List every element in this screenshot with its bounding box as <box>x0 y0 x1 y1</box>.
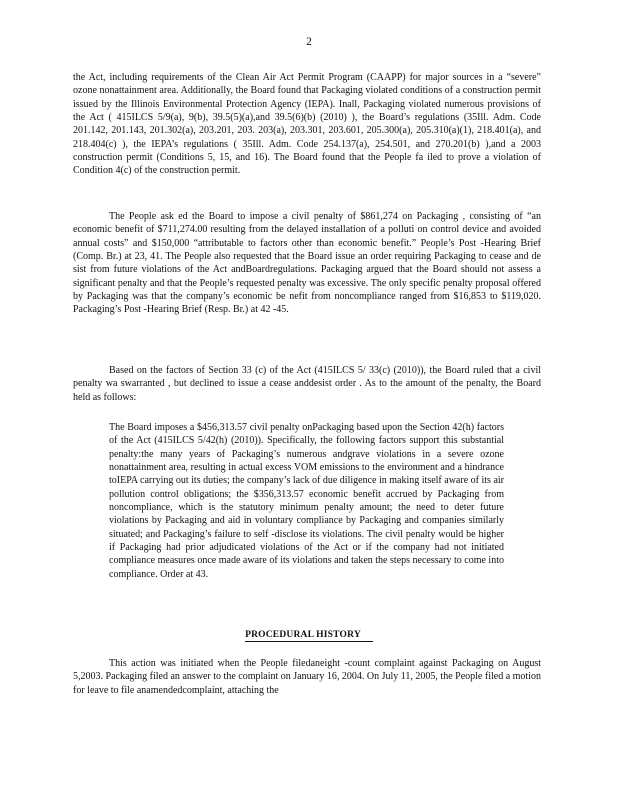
paragraph-violations-found: the Act, including requirements of the Clean Air Act Permit Program (CAAPP) for major sources in a “severe” ozone nonattainment area. Additionally, the Board found that Packaging violated conditions of a construction permit issued by the Illinois Environmental Protection Agency (IEPA). Inall, Packaging violated numerous provisions of the Act ( 415ILCS 5/9(a), 9(b), 39.5(5)(a),and 39.5(6)(b) (2010) ), the Board’s regulations (35Ill. Adm. Code 201.142, 201.143, 201.302(a), 203.201, 203. 203(a), 203.301, 203.601, 205.300(a), 205.310(a)(1), 218.401(a), and 218.404(c) ), the IEPA’s regulations ( 35Ill. Adm. Code 254.137(a), 254.501, and 270.201(b) ),and a 2003 construction permit (Conditions 5, 15, and 16). The Board found that the People fa iled to prove a violation of Condition 4(c) of the construction permit. <box>73 72 541 177</box>
block-quote-board-order: The Board imposes a $456,313.57 civil penalty onPackaging based upon the Section 42(h) factors of the Act (415ILCS 5/42(h) (2010)). Specifically, the following factors support this substantial penalty:the many years of Packaging’s numerous andgrave violations in a severe ozone nonattainment area, resulting in actual excess VOM emissions to the environment and a hindrance toIEPA carrying out its duties; the company’s lack of due diligence in making itself aware of its air pollution control obligations; the $356,313.57 economic benefit accrued by Packaging from noncompliance, which is the statutory minimum penalty amount; the need to deter future violations by Packaging and aid in voluntary compliance by Packaging and companies similarly situated; and Packaging’s failure to self -disclose its violations. The civil penalty would be higher if Packaging had prior adjudicated violations of the Act or if the company had not initiated compliance measures once made aware of its violations and taken the steps necessary to come into compliance. Order at 43. <box>109 422 504 580</box>
section-heading-text: PROCEDURAL HISTORY <box>245 630 373 642</box>
paragraph-people-penalty-request: The People ask ed the Board to impose a civil penalty of $861,274 on Packaging , consisting of “an economic benefit of $711,274.00 resulting from the delayed installation of a polluti on control device and avoided annual costs” and $150,000 “attributable to factors other than economic benefit.” People’s Post -Hearing Brief (Comp. Br.) at 23, 41. The People also requested that the Board issue an order requiring Packaging to cease and de sist from future violations of the Act andBoardregulations. Packaging argued that the Board should not assess a significant penalty and that the People’s requested penalty was excessive. The only specific penalty proposal offered by Packaging was that the company’s economic be nefit from noncompliance ranged from $16,853 to $119,020. Packaging’s Post -Hearing Brief (Resp. Br.) at 42 -45. <box>73 211 541 316</box>
paragraph-procedural-history: This action was initiated when the People filedaneight -count complaint against Packaging on August 5,2003. Packaging filed an answer to the complaint on January 16, 2004. On July 11, 2005, the People filed a motion for leave to file anamendedcomplaint, attaching the <box>73 658 541 696</box>
paragraph-board-ruling: Based on the factors of Section 33 (c) of the Act (415ILCS 5/ 33(c) (2010)), the Board ruled that a civil penalty wa swarranted , but declined to issue a cease anddesist order . As to the amount of the penalty, the Board held as follows: <box>73 365 541 403</box>
page-number: 2 <box>306 36 312 48</box>
section-heading <box>0 630 618 642</box>
